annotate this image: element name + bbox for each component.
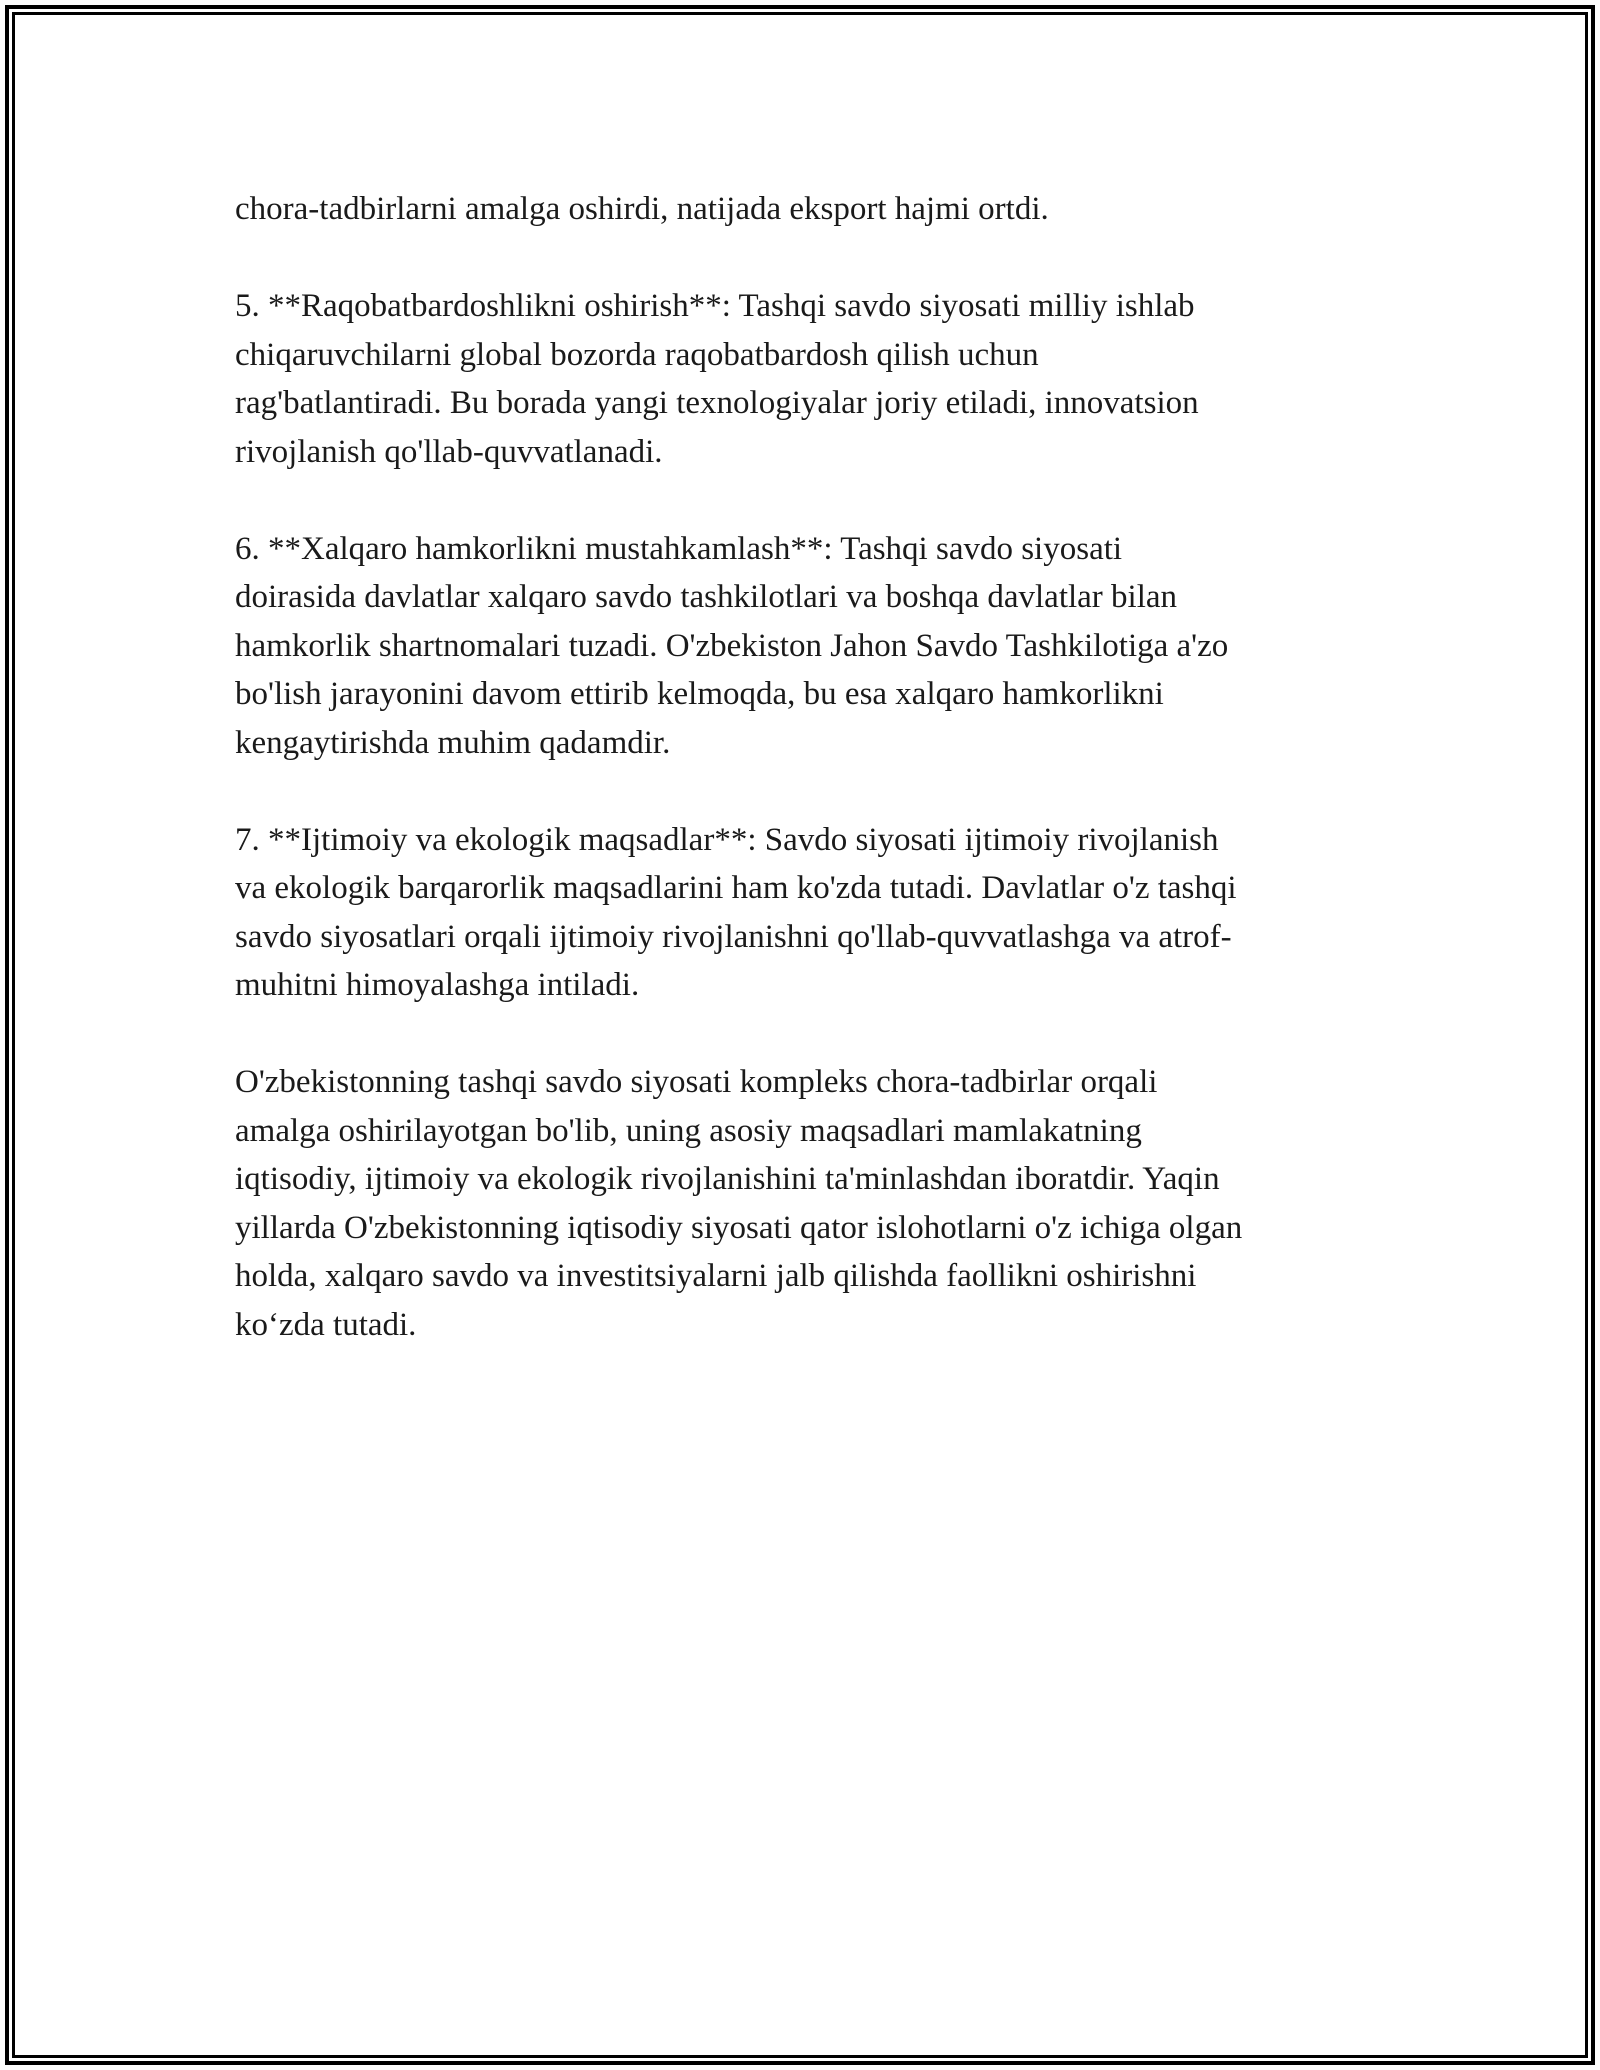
paragraph-item-7: 7. **Ijtimoiy va ekologik maqsadlar**: Savdo siyosati ijtimoiy rivojlanish va ekologik barqarorlik maqsadlarini ham ko'zda tutadi. Davlatlar o'z tashqi savdo siyosatlari orqali ijtimoiy rivojlanishni qo'llab-quvvatlashga va atrof- muhitni himoyalashga intiladi. xyxy=(235,821,1237,1003)
paragraph-continuation: chora-tadbirlarni amalga oshirdi, natijada eksport hajmi ortdi. xyxy=(235,191,1049,227)
document-body xyxy=(235,185,1365,1398)
paragraph-item-5: 5. **Raqobatbardoshlikni oshirish**: Tashqi savdo siyosati milliy ishlab chiqaruvchilarni global bozorda raqobatbardosh qilish uchun rag'batlantiradi. Bu borada yangi texnologiyalar joriy etiladi, innovatsion rivojlanish qo'llab-quvvatlanadi. xyxy=(235,288,1199,470)
paragraph-item-6: 6. **Xalqaro hamkorlikni mustahkamlash**: Tashqi savdo siyosati doirasida davlatlar xalqaro savdo tashkilotlari va boshqa davlatlar bilan hamkorlik shartnomalari tuzadi. O'zbekiston Jahon Savdo Tashkilotiga a'zo bo'lish jarayonini davom ettirib kelmoqda, bu esa xalqaro hamkorlikni kengaytirishda muhim qadamdir. xyxy=(235,530,1229,761)
paragraph-conclusion: O'zbekistonning tashqi savdo siyosati kompleks chora-tadbirlar orqali amalga oshirilayotgan bo'lib, uning asosiy maqsadlari mamlakatning iqtisodiy, ijtimoiy va ekologik rivojlanishini ta'minlashdan iboratdir. Yaqin yillarda O'zbekistonning iqtisodiy siyosati qator islohotlarni o'z ichiga olgan holda, xalqaro savdo va investitsiyalarni jalb qilishda faollikni oshirishni ko‘zda tutadi. xyxy=(235,1064,1243,1343)
